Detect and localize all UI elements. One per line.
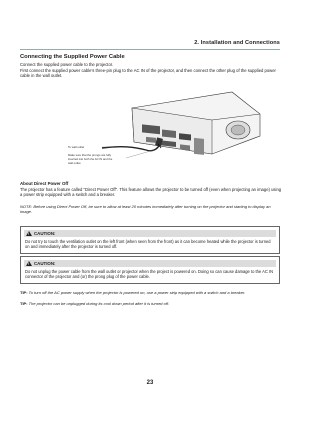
projector-drawing bbox=[132, 92, 260, 155]
tip-text: To turn off the AC power supply when the projector is powered on, use a power strip equipped with a switch and a breaker. bbox=[27, 290, 246, 295]
direct-power-off-note: NOTE: Before using Direct Power Off, be sure to allow at least 20 minutes immediately after turning on the projector and starting to display an image. bbox=[20, 204, 271, 215]
prong-note-line-1: Make sure that the prongs are fully bbox=[68, 153, 112, 157]
tip-label: TIP: bbox=[20, 290, 28, 295]
caution-label: CAUTION: bbox=[34, 231, 56, 236]
tip-label: TIP: bbox=[20, 301, 28, 306]
prong-note-line-3: wall outlet. bbox=[68, 161, 82, 165]
intro-paragraph: Connect the supplied power cable to the projector. bbox=[20, 62, 114, 67]
tip-power-strip bbox=[20, 290, 282, 295]
caution-box-unplug bbox=[20, 256, 280, 284]
tip-text: The projector can be unplugged during its cool down period after it is turned off. bbox=[27, 301, 170, 306]
direct-power-off-title: About Direct Power Off bbox=[20, 181, 69, 186]
caution-text: Do not try to touch the ventilation outlet on the left front (when seen from the front) as it can become heated while the projector is turned on and immediately after the projector is turned off. bbox=[25, 239, 271, 250]
warning-triangle-icon bbox=[26, 231, 32, 236]
tip-cool-down bbox=[20, 301, 282, 306]
page-number: 23 bbox=[146, 380, 154, 386]
chapter-heading: 2. Installation and Connections bbox=[194, 40, 280, 46]
caution-text: Do not unplug the power cable from the wall outlet or projector when the project is powered on. Doing so can cause damage to the AC IN connector of the projector and (or) the prong plug of the power cable. bbox=[25, 269, 274, 280]
warning-triangle-icon bbox=[26, 261, 32, 266]
header-rule bbox=[20, 49, 280, 50]
caution-label: CAUTION: bbox=[34, 261, 56, 266]
direct-power-off-text: The projector has a feature called "Direct Power Off". This feature allows the projector to be turned off (even when projecting an image) using a power strip equipped with a switch and a breaker. bbox=[20, 187, 282, 198]
caution-header bbox=[24, 230, 276, 237]
caution-box-ventilation bbox=[20, 226, 280, 254]
instruction-paragraph: First connect the supplied power cable's three-pin plug to the AC IN of the projector, and then connect the other plug of the supplied power cable in the wall outlet. bbox=[20, 67, 276, 78]
wall-outlet-label: To wall outlet bbox=[68, 145, 85, 149]
section-title: Connecting the Supplied Power Cable bbox=[20, 54, 125, 60]
prong-note-line-2: inserted into both the AC IN and the bbox=[68, 157, 113, 161]
power-cable-illustration bbox=[62, 86, 262, 168]
caution-header bbox=[24, 260, 276, 267]
